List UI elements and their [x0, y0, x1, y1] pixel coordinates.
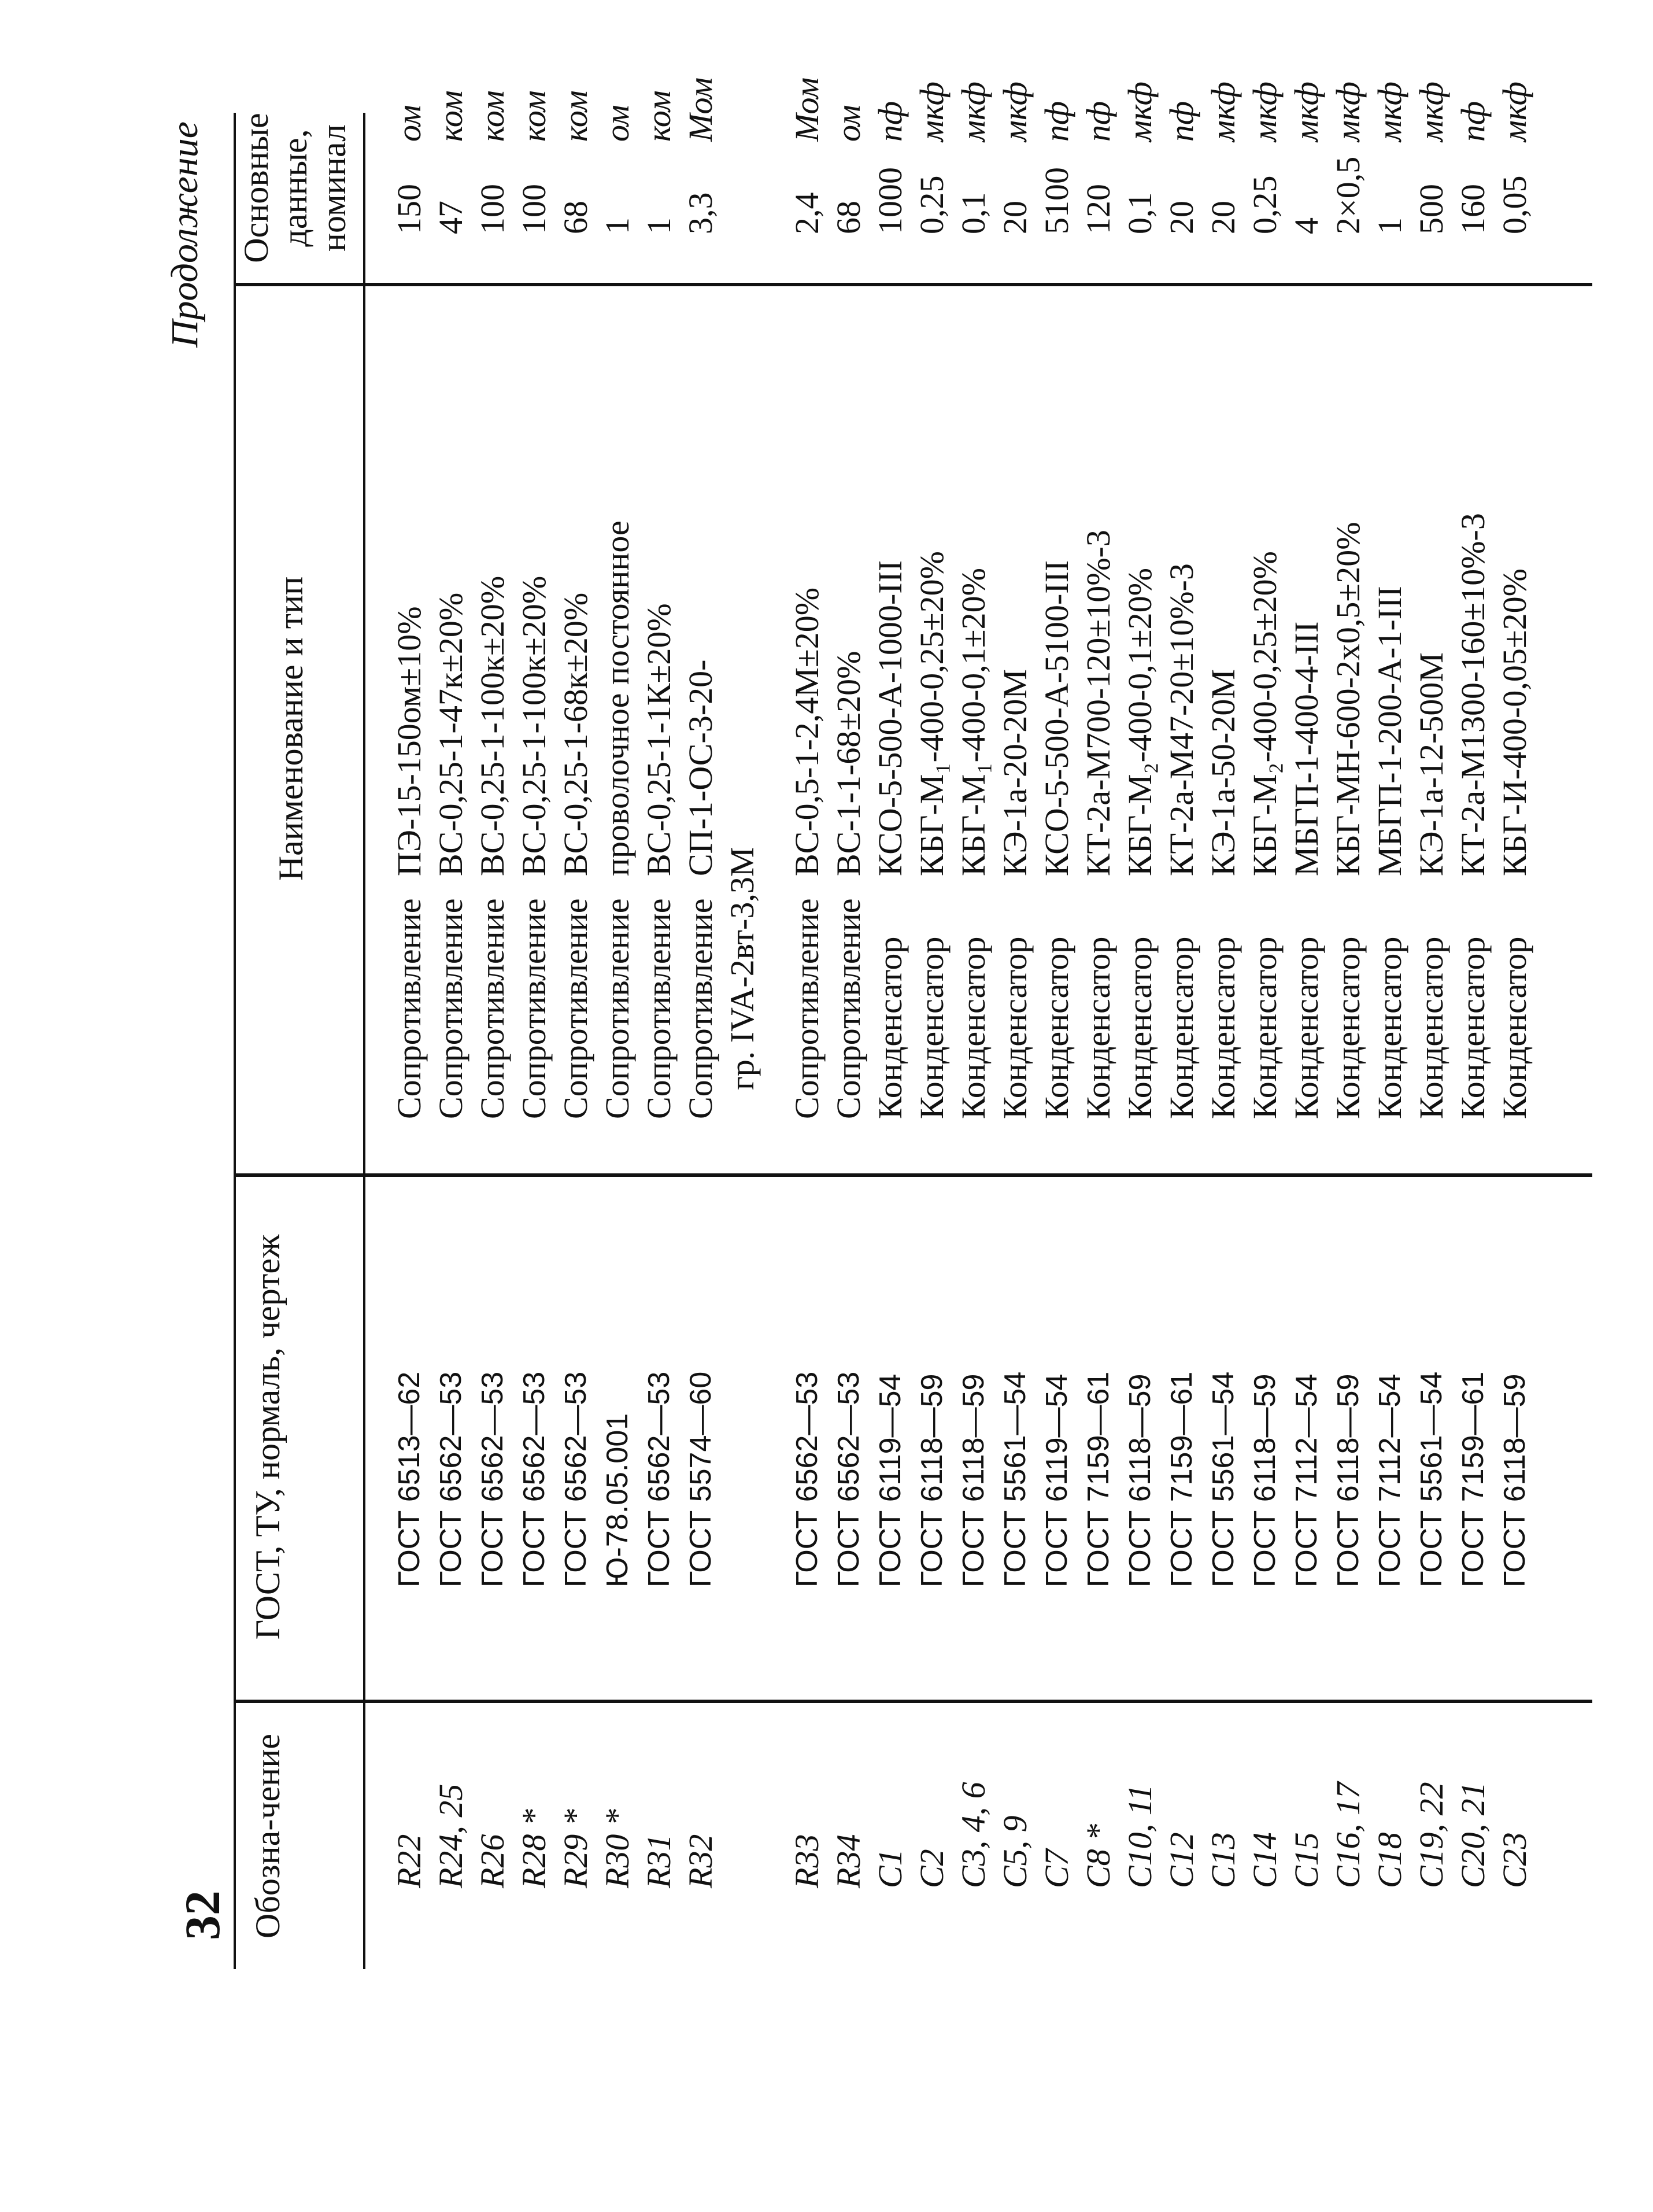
nominal-cell: [1244, 82, 1286, 234]
table-row: [828, 0, 870, 2212]
nominal-unit: мкф: [913, 82, 951, 142]
header-name: Наименование и тип: [272, 576, 310, 881]
name-type-cell: [1286, 622, 1327, 1120]
component-type: КБГ-М₂-400-0,1±20%: [1121, 568, 1159, 876]
designation-cell: C20, 21: [1454, 1782, 1492, 1888]
designation-cell: C14: [1246, 1832, 1284, 1888]
name-type-cell: [1161, 563, 1203, 1119]
component-type-continuation: гр. IVA-2вт-3,3М: [723, 847, 761, 1090]
nominal-unit: Мом: [788, 77, 826, 142]
component-type: ВС-0,25-1-1К±20%: [640, 603, 678, 876]
name-type-cell: [1411, 652, 1452, 1119]
nominal-unit: ом: [390, 105, 428, 142]
table-row: [1452, 0, 1494, 2212]
table-row: [1327, 0, 1369, 2212]
component-type: ВС-0,25-1-100к±20%: [515, 575, 553, 876]
designation-cell: C15: [1288, 1832, 1325, 1888]
component-type: КЭ-1а-12-500М: [1412, 652, 1450, 876]
nominal-unit: ком: [557, 90, 594, 142]
nominal-value: 0,05: [1496, 175, 1533, 234]
nominal-cell: [1411, 82, 1452, 234]
name-type-cell: [680, 660, 722, 1119]
nominal-value: 68: [830, 201, 867, 234]
table-row: [430, 0, 472, 2212]
component-type: КСО-5-500-А-5100-III: [1038, 560, 1075, 876]
component-type: КБГ-М₁-400-0,25±20%: [913, 551, 951, 876]
designation-cell: C5, 9: [996, 1815, 1034, 1888]
designation-cell: C23: [1496, 1832, 1533, 1888]
component-kind: Конденсатор: [1163, 936, 1200, 1119]
nominal-value: 3,3: [682, 192, 719, 234]
gost-cell: ГОСТ 6119—54: [874, 1373, 907, 1587]
component-kind: Конденсатор: [1496, 936, 1533, 1119]
component-type: КСО-5-500-А-1000-III: [871, 560, 909, 876]
table-row: [389, 0, 430, 2212]
gost-cell: ГОСТ 6118—59: [1123, 1373, 1157, 1587]
gost-cell: ГОСТ 6119—54: [1040, 1373, 1074, 1587]
nominal-unit: Мом: [682, 77, 719, 142]
designation-cell: C3, 4, 6: [955, 1782, 992, 1888]
gost-cell: ГОСТ 5561—54: [1415, 1371, 1448, 1587]
table-top-rule: [234, 113, 236, 1969]
table-row: [953, 0, 994, 2212]
name-type-cell: [1452, 513, 1494, 1119]
nominal-cell: [870, 101, 911, 234]
table-row: [1494, 0, 1536, 2212]
designation-cell: C7: [1038, 1849, 1075, 1888]
gost-cell: ГОСТ 6118—59: [1498, 1373, 1532, 1587]
name-type-cell: [1369, 586, 1411, 1119]
name-type-cell: [1078, 530, 1119, 1119]
nominal-unit: ком: [474, 90, 511, 142]
name-type-cell: [513, 576, 555, 1119]
name-type-cell: [597, 520, 638, 1119]
component-type: КТ-2а-М1300-160±10%-3: [1454, 513, 1492, 876]
nominal-cell: [911, 82, 953, 234]
gost-cell: ГОСТ 6562—53: [790, 1371, 824, 1587]
nominal-value: 0,1: [955, 192, 992, 234]
nominal-cell: [953, 82, 994, 234]
component-kind: Конденсатор: [1329, 936, 1367, 1119]
gost-cell: ГОСТ 6118—59: [915, 1373, 949, 1587]
component-type: КБГ-М₁-400-0,1±20%: [955, 568, 992, 876]
nominal-value: 20: [996, 201, 1034, 234]
table-row: [1286, 0, 1327, 2212]
table-row: [870, 0, 911, 2212]
table-row: [1244, 0, 1286, 2212]
nominal-unit: пф: [871, 101, 909, 142]
component-kind: Конденсатор: [1121, 936, 1159, 1119]
nominal-value: 47: [432, 201, 469, 234]
gost-cell: ГОСТ 6562—53: [434, 1371, 468, 1587]
designation-cell: C13: [1204, 1832, 1242, 1888]
nominal-value: 2,4: [788, 192, 826, 234]
nominal-value: 2×0,5: [1329, 156, 1367, 234]
designation-cell: R24, 25: [432, 1783, 469, 1888]
name-type-cell: [786, 588, 828, 1119]
nominal-cell: [513, 90, 555, 234]
nominal-value: 68: [557, 201, 594, 234]
component-kind: Конденсатор: [1204, 936, 1242, 1119]
nominal-unit: мкф: [1329, 82, 1367, 142]
name-type-cell: [555, 593, 597, 1119]
nominal-value: 160: [1454, 184, 1492, 234]
component-kind: Конденсатор: [1038, 936, 1075, 1119]
component-kind: Конденсатор: [1412, 936, 1450, 1119]
nominal-cell: [680, 77, 722, 234]
component-kind: Сопротивление: [557, 898, 594, 1119]
nominal-cell: [1078, 101, 1119, 234]
header-gost: ГОСТ, ТУ, нормаль, чертеж: [249, 1234, 287, 1640]
gost-cell: ГОСТ 7112—54: [1373, 1373, 1407, 1587]
nominal-value: 1: [640, 217, 678, 234]
component-type: ВС-0,25-1-68к±20%: [557, 592, 594, 876]
nominal-unit: пф: [1454, 101, 1492, 142]
name-type-cell: [870, 560, 911, 1119]
nominal-value: 0,25: [1246, 175, 1284, 234]
component-type: КБГ-МН-600-2х0,5±20%: [1329, 522, 1367, 876]
nominal-cell: [1036, 101, 1078, 234]
nominal-cell: [1327, 82, 1369, 234]
designation-cell: C10, 11: [1121, 1784, 1159, 1888]
name-type-cell: [1119, 568, 1161, 1119]
name-type-cell: [472, 576, 513, 1119]
component-type: КБГ-И-400-0,05±20%: [1496, 568, 1533, 876]
nominal-value: 1000: [871, 167, 909, 234]
header-designation: Обозна-чение: [249, 1734, 287, 1938]
nominal-value: 0,1: [1121, 192, 1159, 234]
component-kind: Конденсатор: [913, 936, 951, 1119]
name-type-cell: [638, 603, 680, 1119]
designation-cell: C1: [871, 1849, 909, 1888]
gost-cell: ГОСТ 6562—53: [832, 1371, 866, 1587]
table-row: [994, 0, 1036, 2212]
nominal-cell: [786, 77, 828, 234]
nominal-cell: [1161, 101, 1203, 234]
gost-cell: ГОСТ 7159—61: [1082, 1371, 1115, 1587]
component-kind: Сопротивление: [682, 898, 719, 1119]
component-type: КБГ-М₂-400-0,25±20%: [1246, 551, 1284, 876]
nominal-unit: пф: [1163, 101, 1200, 142]
nominal-value: 500: [1412, 184, 1450, 234]
designation-cell: R22: [390, 1834, 428, 1888]
nominal-unit: мкф: [1204, 82, 1242, 142]
nominal-unit: ком: [515, 90, 553, 142]
name-type-cell: [953, 568, 994, 1119]
nominal-cell: [638, 90, 680, 234]
component-type: ВС-0,25-1-100к±20%: [474, 575, 511, 876]
table-row: [1203, 0, 1244, 2212]
header-bottom-rule: [363, 113, 365, 1969]
nominal-value: 150: [390, 184, 428, 234]
component-type: МБГП-1-400-4-III: [1288, 621, 1325, 876]
nominal-cell: [597, 105, 638, 234]
designation-cell: R34: [830, 1834, 867, 1888]
table-row: [911, 0, 953, 2212]
component-type: КЭ-1а-50-20М: [1204, 669, 1242, 876]
table-row: [1369, 0, 1411, 2212]
gost-cell: ГОСТ 6562—53: [559, 1371, 593, 1587]
component-kind: Сопротивление: [830, 898, 867, 1119]
designation-cell: R32: [682, 1834, 719, 1888]
component-kind: Конденсатор: [1079, 936, 1117, 1119]
nominal-value: 4: [1288, 217, 1325, 234]
table-row: [1078, 0, 1119, 2212]
component-kind: Сопротивление: [515, 898, 553, 1119]
nominal-cell: [1369, 82, 1411, 234]
header-nominal: Основные данные, номинал: [237, 113, 353, 263]
designation-cell: R31: [640, 1834, 678, 1888]
component-kind: Сопротивление: [788, 898, 826, 1119]
gost-cell: ГОСТ 6118—59: [1248, 1373, 1282, 1587]
nominal-unit: мкф: [1121, 82, 1159, 142]
table-row: [680, 0, 722, 2212]
gost-cell: ГОСТ 6562—53: [642, 1371, 676, 1587]
component-kind: Сопротивление: [390, 898, 428, 1119]
name-type-cell: [1036, 560, 1078, 1119]
gost-cell: ГОСТ 6118—59: [1332, 1373, 1365, 1587]
gost-cell: ГОСТ 7159—61: [1165, 1371, 1199, 1587]
table-row: [597, 0, 638, 2212]
component-kind: Конденсатор: [1246, 936, 1284, 1119]
nominal-cell: [430, 90, 472, 234]
component-kind: Конденсатор: [996, 936, 1034, 1119]
name-type-cell: [994, 669, 1036, 1119]
designation-cell: R33: [788, 1834, 826, 1888]
nominal-unit: мкф: [1412, 82, 1450, 142]
component-type: МБГП-1-200-А-1-III: [1371, 586, 1408, 876]
designation-cell: C18: [1371, 1832, 1408, 1888]
name-type-cell: [1203, 669, 1244, 1119]
gost-cell: Ю-78.05.001: [601, 1413, 634, 1587]
component-type: ПЭ-15-150ом±10%: [390, 606, 428, 876]
name-type-cell: [430, 593, 472, 1119]
table-row: [786, 0, 828, 2212]
continuation-label: Продолжение: [164, 121, 206, 348]
nominal-unit: мкф: [1288, 82, 1325, 142]
designation-cell: R29 *: [557, 1809, 594, 1888]
nominal-cell: [1286, 82, 1327, 234]
nominal-unit: ком: [640, 90, 678, 142]
component-type: ВС-0,5-1-2,4М±20%: [788, 587, 826, 876]
nominal-cell: [472, 90, 513, 234]
nominal-value: 0,25: [913, 175, 951, 234]
nominal-value: 20: [1204, 201, 1242, 234]
name-type-cell: [1494, 568, 1536, 1119]
component-kind: Конденсатор: [955, 936, 992, 1119]
nominal-unit: пф: [1079, 101, 1117, 142]
table-row: [1411, 0, 1452, 2212]
nominal-value: 1: [598, 217, 636, 234]
gost-cell: ГОСТ 6118—59: [957, 1373, 990, 1587]
name-type-cell: [389, 606, 430, 1119]
component-kind: Конденсатор: [871, 936, 909, 1119]
nominal-unit: мкф: [955, 82, 992, 142]
nominal-value: 1: [1371, 217, 1408, 234]
table-row: [1119, 0, 1161, 2212]
nominal-cell: [389, 105, 430, 234]
nominal-unit: ом: [830, 105, 867, 142]
nominal-cell: [1119, 82, 1161, 234]
designation-cell: C12: [1163, 1832, 1200, 1888]
nominal-unit: мкф: [1496, 82, 1533, 142]
name-type-cell: [828, 651, 870, 1119]
gost-cell: ГОСТ 5561—54: [999, 1371, 1032, 1587]
nominal-cell: [994, 82, 1036, 234]
nominal-unit: ком: [432, 90, 469, 142]
component-type: ВС-1-1-68±20%: [830, 651, 867, 876]
nominal-value: 120: [1079, 184, 1117, 234]
nominal-cell: [1203, 82, 1244, 234]
name-type-cell: [911, 551, 953, 1119]
nominal-unit: пф: [1038, 101, 1075, 142]
nominal-cell: [1452, 101, 1494, 234]
component-kind: Сопротивление: [432, 898, 469, 1119]
component-type: СП-1-ОС-3-20-: [682, 659, 719, 876]
table-row: [1036, 0, 1078, 2212]
nominal-cell: [555, 90, 597, 234]
component-kind: Сопротивление: [640, 898, 678, 1119]
nominal-unit: мкф: [996, 82, 1034, 142]
designation-cell: C19, 22: [1412, 1782, 1450, 1888]
table-row: [1161, 0, 1203, 2212]
gost-cell: ГОСТ 5561—54: [1207, 1371, 1240, 1587]
table-row: [555, 0, 597, 2212]
designation-cell: R26: [474, 1834, 511, 1888]
component-type: ВС-0,25-1-47к±20%: [432, 592, 469, 876]
designation-cell: R28 *: [515, 1809, 553, 1888]
table-row: [472, 0, 513, 2212]
designation-cell: C8 *: [1079, 1823, 1117, 1888]
table-row: [513, 0, 555, 2212]
component-type: КТ-2а-М700-120±10%-3: [1079, 530, 1117, 876]
table-row: [638, 0, 680, 2212]
page-number: 32: [175, 1890, 230, 1940]
component-kind: Конденсатор: [1288, 936, 1325, 1119]
component-kind: Сопротивление: [474, 898, 511, 1119]
designation-cell: C2: [913, 1849, 951, 1888]
gost-cell: ГОСТ 7112—54: [1290, 1373, 1323, 1587]
nominal-unit: ом: [598, 105, 636, 142]
gost-cell: ГОСТ 6562—53: [476, 1371, 509, 1587]
designation-cell: R30 *: [598, 1809, 636, 1888]
component-type: проволочное постоянное: [598, 520, 636, 876]
nominal-value: 20: [1163, 201, 1200, 234]
nominal-cell: [1494, 82, 1536, 234]
nominal-cell: [828, 105, 870, 234]
nominal-value: 100: [474, 184, 511, 234]
name-type-cell: [1327, 522, 1369, 1119]
nominal-unit: мкф: [1246, 82, 1284, 142]
component-kind: Сопротивление: [598, 898, 636, 1119]
nominal-value: 5100: [1038, 167, 1075, 234]
component-type: КТ-2а-М47-20±10%-3: [1163, 563, 1200, 876]
component-kind: Конденсатор: [1371, 936, 1408, 1119]
nominal-value: 100: [515, 184, 553, 234]
nominal-unit: мкф: [1371, 82, 1408, 142]
name-type-cell: [1244, 551, 1286, 1119]
gost-cell: ГОСТ 6562—53: [517, 1371, 551, 1587]
component-type: КЭ-1а-20-20М: [996, 669, 1034, 876]
gost-cell: ГОСТ 7159—61: [1456, 1371, 1490, 1587]
designation-cell: C16, 17: [1329, 1782, 1367, 1888]
gost-cell: ГОСТ 5574—60: [684, 1371, 718, 1587]
gost-cell: ГОСТ 6513—62: [393, 1371, 426, 1587]
component-kind: Конденсатор: [1454, 936, 1492, 1119]
